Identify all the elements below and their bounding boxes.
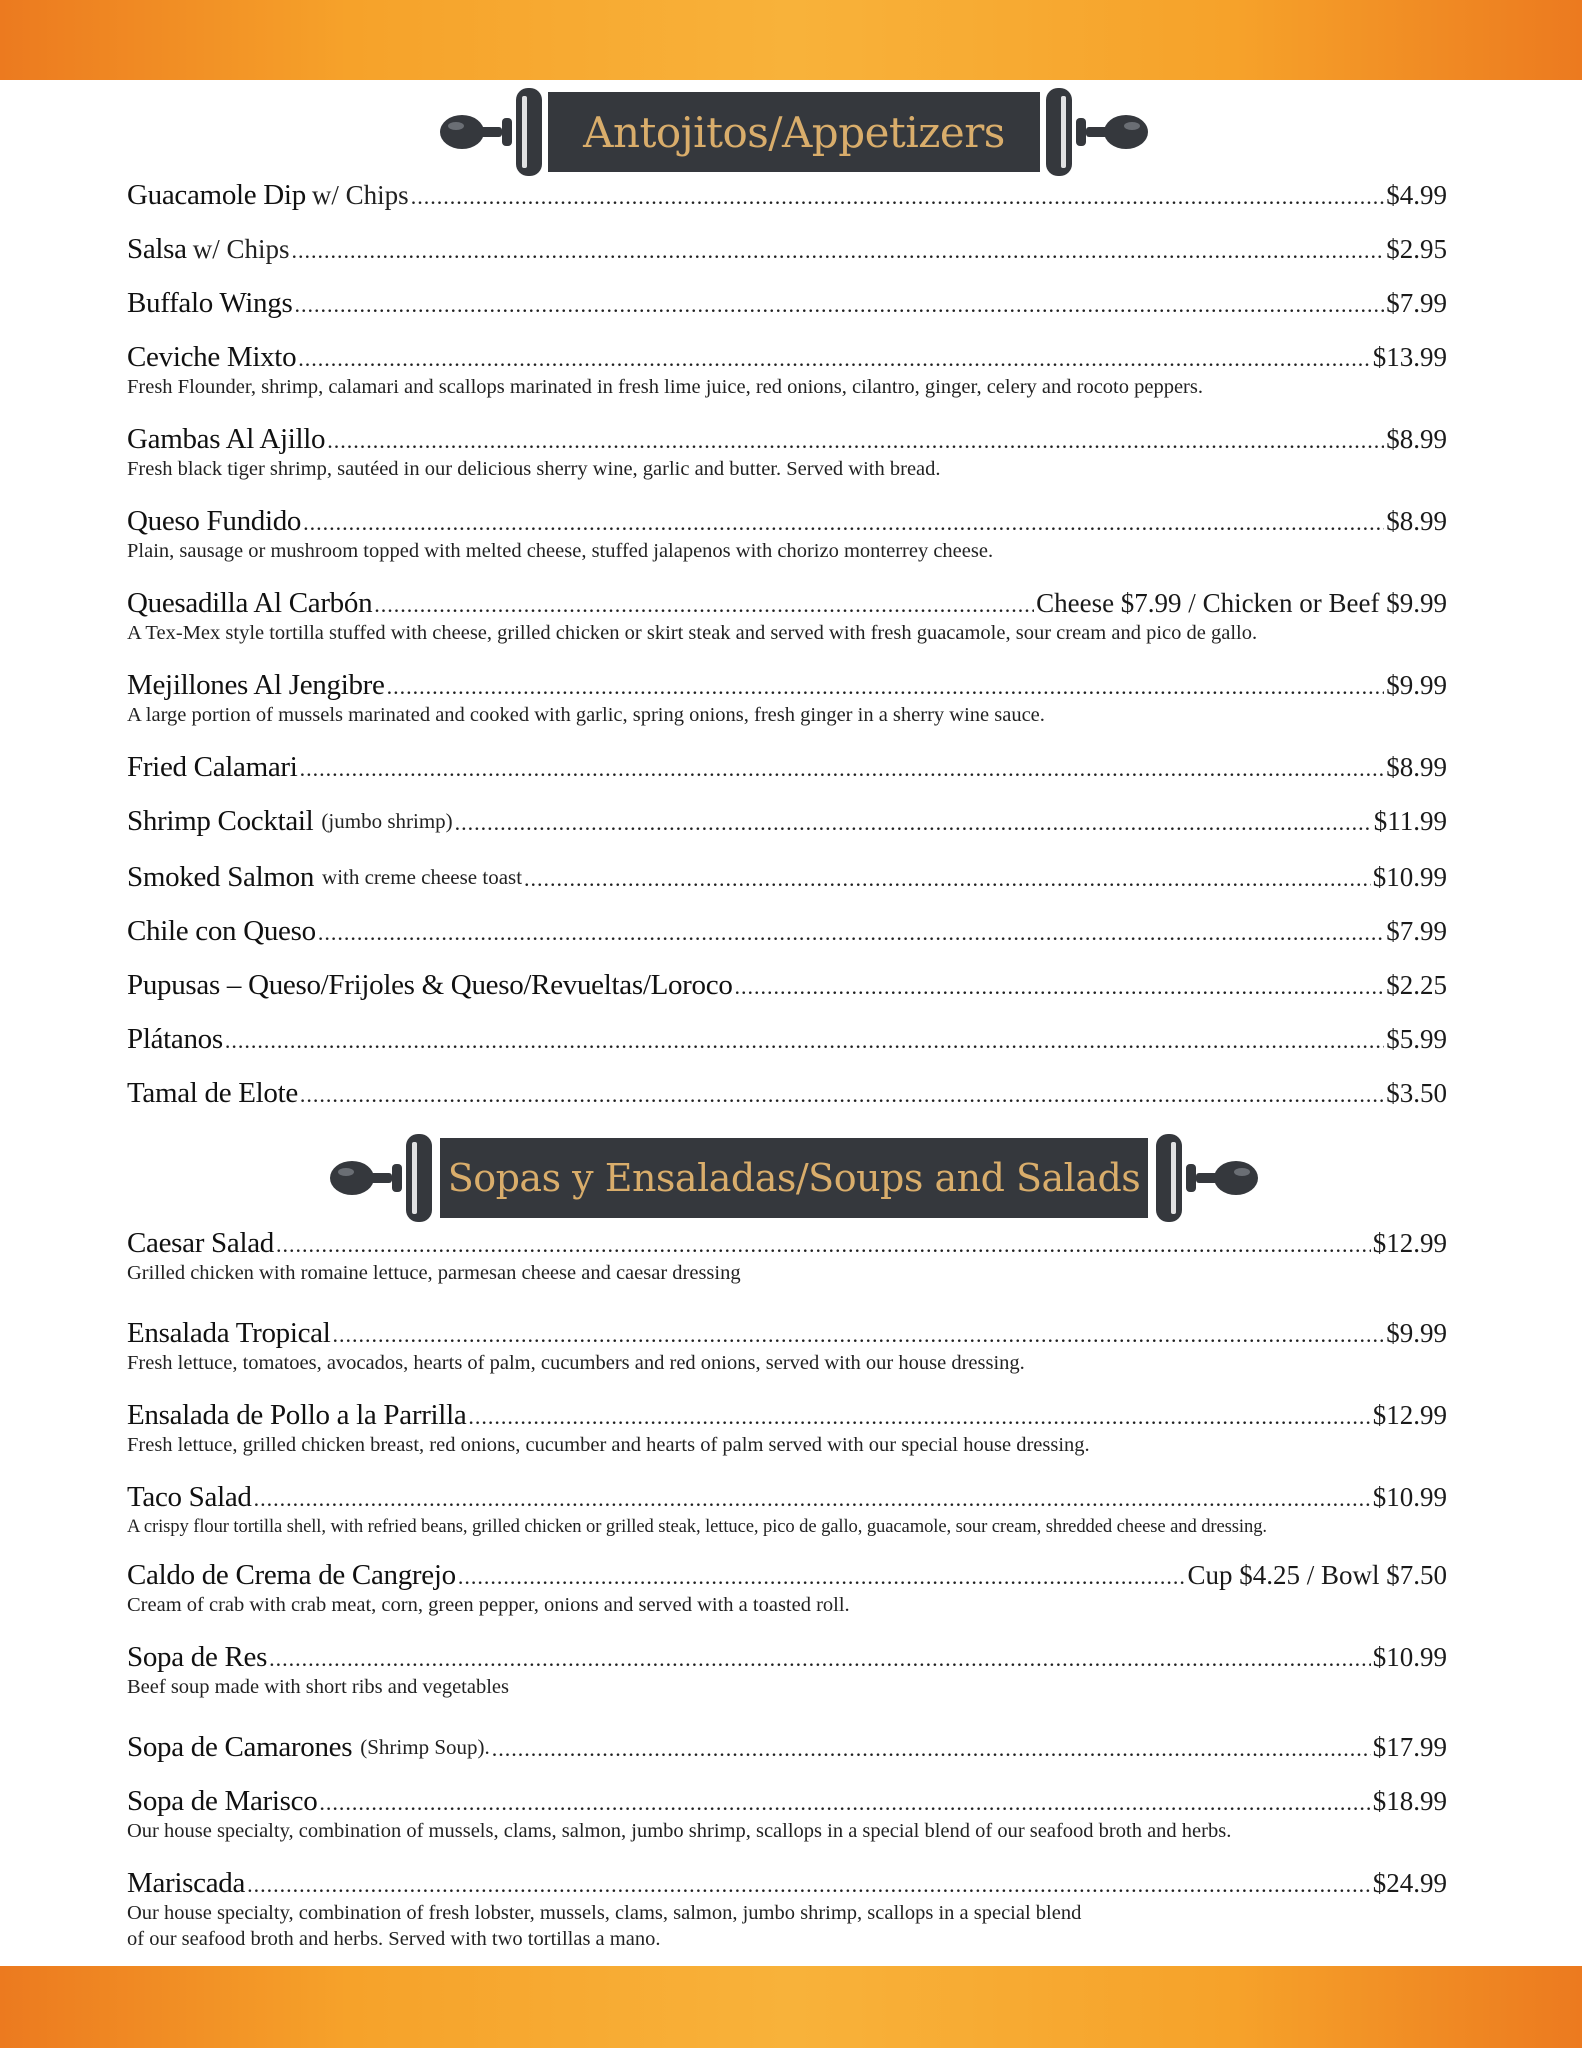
leader-dots — [411, 184, 1385, 210]
item-name: Fried Calamari — [127, 751, 298, 783]
menu-item — [127, 1024, 1447, 1054]
leader-dots — [318, 920, 1384, 946]
item-description: A crispy flour tortilla shell, with refried beans, grilled chicken or grilled steak, lettuce, pico de gallo, guacamole, sour cream, shredded cheese and dressing. — [127, 1516, 1267, 1537]
section-banner-soups — [0, 1130, 1582, 1226]
section-title-appetizers: Antojitos/Appetizers — [548, 92, 1040, 172]
item-extra: (Shrimp Soup). — [360, 1735, 490, 1759]
rolling-pin-right-icon — [1040, 84, 1152, 180]
leader-dots — [254, 1486, 1371, 1512]
item-extra: with creme cheese toast — [322, 865, 523, 889]
item-price: $8.99 — [1386, 752, 1447, 782]
menu-item — [127, 1642, 1447, 1700]
menu-item — [127, 1732, 1447, 1762]
leader-dots — [292, 238, 1385, 264]
menu-item — [127, 670, 1447, 728]
leader-dots — [458, 1564, 1186, 1590]
item-name: Ensalada Tropical — [127, 1317, 331, 1349]
item-price: $8.99 — [1386, 506, 1447, 536]
item-name: Taco Salad — [127, 1481, 252, 1513]
item-price: $8.99 — [1386, 424, 1447, 454]
menu-item — [127, 862, 1447, 892]
item-price: Cup $4.25 / Bowl $7.50 — [1187, 1560, 1447, 1590]
item-name: Caesar Salad — [127, 1227, 274, 1259]
item-extra: w/ Chips — [311, 180, 409, 210]
leader-dots — [300, 1082, 1384, 1108]
item-price: $5.99 — [1386, 1024, 1447, 1054]
item-description: A large portion of mussels marinated and cooked with garlic, spring onions, fresh ginger in a sherry wine sauce. — [127, 704, 1045, 726]
item-price: $7.99 — [1386, 916, 1447, 946]
item-description: Fresh lettuce, grilled chicken breast, red onions, cucumber and hearts of palm served with our special house dressing. — [127, 1434, 1090, 1456]
leader-dots — [300, 756, 1385, 782]
item-name: Sopa de Camarones — [127, 1731, 353, 1763]
item-name: Guacamole Dip — [127, 179, 306, 211]
menu-item — [127, 588, 1447, 646]
item-name: Queso Fundido — [127, 505, 302, 537]
leader-dots — [269, 1646, 1371, 1672]
item-description: A Tex-Mex style tortilla stuffed with cheese, grilled chicken or skirt steak and served with fresh guacamole, sour cream and pico de gallo. — [127, 622, 1258, 644]
bottom-orange-band — [0, 1966, 1582, 2048]
leader-dots — [298, 346, 1370, 372]
leader-dots — [492, 1736, 1371, 1762]
item-name: Mariscada — [127, 1867, 246, 1899]
menu-item — [127, 1318, 1447, 1376]
item-description-line2: of our seafood broth and herbs. Served with two tortillas a mano. — [127, 1928, 661, 1950]
rolling-pin-right-icon — [1150, 1130, 1262, 1226]
item-description: Grilled chicken with romaine lettuce, parmesan cheese and caesar dressing — [127, 1262, 741, 1284]
item-description: Fresh lettuce, tomatoes, avocados, hearts of palm, cucumbers and red onions, served with our house dressing. — [127, 1352, 1025, 1374]
item-extra: (jumbo shrimp) — [321, 809, 453, 833]
item-price: $17.99 — [1372, 1732, 1447, 1762]
item-description: Our house specialty, combination of mussels, clams, salmon, jumbo shrimp, scallops in a special blend of our seafood broth and herbs. — [127, 1820, 1232, 1842]
item-name: Smoked Salmon — [127, 861, 315, 893]
item-price: $9.99 — [1386, 670, 1447, 700]
item-name: Pupusas – Queso/Frijoles & Queso/Revueltas/Loroco — [127, 969, 733, 1001]
menu-item — [127, 1560, 1447, 1618]
item-price: $10.99 — [1372, 862, 1447, 892]
leader-dots — [333, 1322, 1385, 1348]
item-price: $10.99 — [1372, 1482, 1447, 1512]
item-price: $18.99 — [1372, 1786, 1447, 1816]
menu-item — [127, 234, 1447, 264]
item-price: Cheese $7.99 / Chicken or Beef $9.99 — [1036, 588, 1447, 618]
item-name: Ceviche Mixto — [127, 341, 297, 373]
menu-item — [127, 288, 1447, 318]
menu-item — [127, 342, 1447, 400]
item-extra: w/ Chips — [192, 234, 290, 264]
item-description: Cream of crab with crab meat, corn, green pepper, onions and served with a toasted roll. — [127, 1594, 850, 1616]
item-price: $4.99 — [1386, 180, 1447, 210]
leader-dots — [735, 974, 1385, 1000]
item-description: Plain, sausage or mushroom topped with melted cheese, stuffed jalapenos with chorizo monterrey cheese. — [127, 540, 994, 562]
item-price: $10.99 — [1372, 1642, 1447, 1672]
item-name: Plátanos — [127, 1023, 223, 1055]
leader-dots — [524, 866, 1371, 892]
menu-item — [127, 1482, 1447, 1540]
item-name: Caldo de Crema de Cangrejo — [127, 1559, 456, 1591]
leader-dots — [319, 1790, 1370, 1816]
item-price: $11.99 — [1373, 806, 1447, 836]
item-price: $9.99 — [1386, 1318, 1447, 1348]
menu-item — [127, 1400, 1447, 1458]
item-price: $24.99 — [1372, 1868, 1447, 1898]
menu-item — [127, 1868, 1447, 1952]
leader-dots — [225, 1028, 1384, 1054]
item-name: Ensalada de Pollo a la Parrilla — [127, 1399, 467, 1431]
item-name: Mejillones Al Jengibre — [127, 669, 385, 701]
item-description: Our house specialty, combination of fresh lobster, mussels, clams, salmon, jumbo shrimp, scallops in a special blend — [127, 1902, 1082, 1924]
menu-item — [127, 1078, 1447, 1108]
menu-item — [127, 1786, 1447, 1844]
rolling-pin-left-icon — [326, 1130, 438, 1226]
leader-dots — [276, 1232, 1371, 1258]
leader-dots — [468, 1404, 1370, 1430]
item-price: $12.99 — [1372, 1400, 1447, 1430]
menu-item — [127, 424, 1447, 482]
item-name: Sopa de Marisco — [127, 1785, 318, 1817]
item-price: $3.50 — [1386, 1078, 1447, 1108]
item-name: Shrimp Cocktail — [127, 805, 314, 837]
leader-dots — [455, 810, 1372, 836]
item-description: Fresh Flounder, shrimp, calamari and scallops marinated in fresh lime juice, red onions, cilantro, ginger, celery and rocoto peppers. — [127, 376, 1203, 398]
menu-item — [127, 752, 1447, 782]
leader-dots — [247, 1872, 1371, 1898]
item-description: Fresh black tiger shrimp, sautéed in our delicious sherry wine, garlic and butter. Served with bread. — [127, 458, 941, 480]
menu-item — [127, 1228, 1447, 1286]
leader-dots — [387, 674, 1385, 700]
leader-dots — [303, 510, 1384, 536]
rolling-pin-left-icon — [436, 84, 548, 180]
item-name: Sopa de Res — [127, 1641, 268, 1673]
menu-item — [127, 506, 1447, 564]
menu-item — [127, 806, 1447, 836]
item-price: $12.99 — [1372, 1228, 1447, 1258]
item-price: $2.25 — [1386, 970, 1447, 1000]
item-name: Quesadilla Al Carbón — [127, 587, 373, 619]
leader-dots — [327, 428, 1384, 454]
leader-dots — [294, 292, 1384, 318]
section-banner-appetizers — [0, 84, 1582, 180]
item-description: Beef soup made with short ribs and vegetables — [127, 1676, 510, 1698]
section-title-soups: Sopas y Ensaladas/Soups and Salads — [440, 1138, 1148, 1218]
menu-item — [127, 916, 1447, 946]
menu-item — [127, 970, 1447, 1000]
item-name: Gambas Al Ajillo — [127, 423, 326, 455]
leader-dots — [374, 592, 1034, 618]
item-name: Chile con Queso — [127, 915, 316, 947]
menu-item — [127, 180, 1447, 210]
top-orange-band — [0, 0, 1582, 80]
item-price: $2.95 — [1386, 234, 1447, 264]
item-name: Tamal de Elote — [127, 1077, 298, 1109]
item-price: $13.99 — [1372, 342, 1447, 372]
item-price: $7.99 — [1386, 288, 1447, 318]
item-name: Salsa — [127, 233, 187, 265]
item-name: Buffalo Wings — [127, 287, 293, 319]
